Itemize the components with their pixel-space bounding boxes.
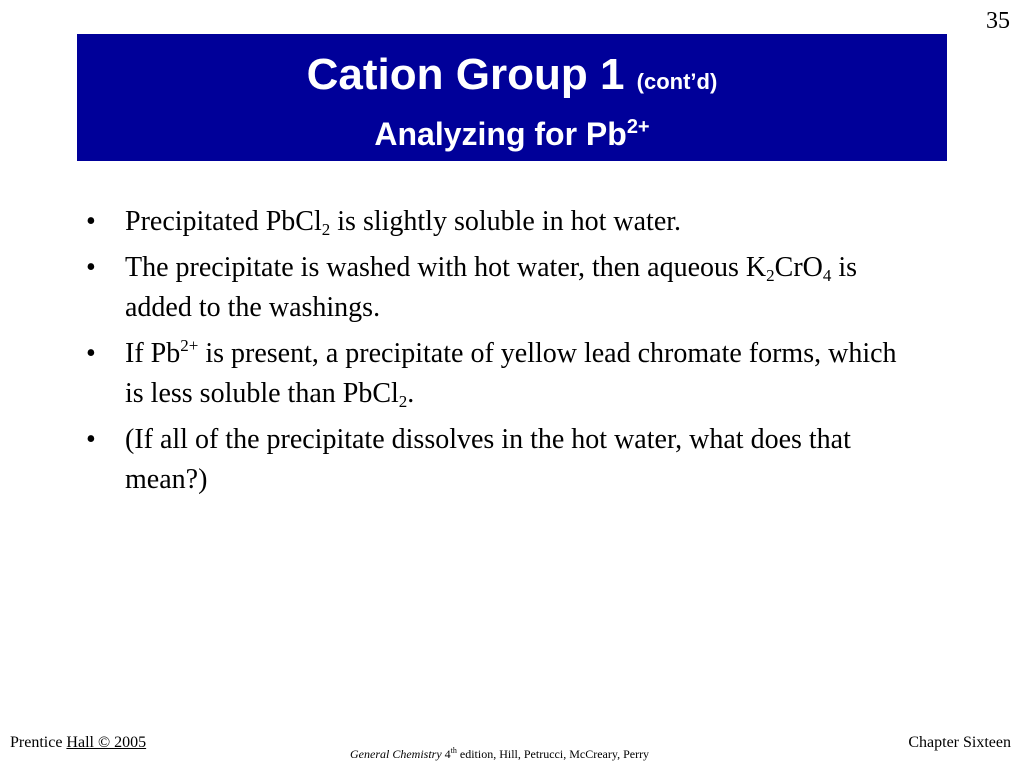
- bullet-text: CrO: [774, 252, 823, 283]
- superscript: 2+: [180, 336, 199, 355]
- footer-publisher: [10, 734, 146, 752]
- footer-book-citation: [350, 747, 649, 762]
- bullet-text: .: [407, 378, 415, 409]
- subtitle-text: Analyzing for Pb: [374, 116, 627, 152]
- edition-superscript: th: [450, 746, 457, 755]
- footer-chapter: Chapter Sixteen: [908, 734, 1011, 751]
- edition-authors: edition, Hill, Petrucci, McCreary, Perry: [456, 747, 650, 761]
- title-main: Cation Group 1: [306, 50, 625, 99]
- bullet-text: (If all of the precipitate dissolves in the hot water, what does that mean?): [125, 424, 851, 495]
- slide-subtitle: [77, 116, 947, 152]
- bullet-text: Precipitated PbCl: [125, 206, 322, 237]
- subtitle-superscript: 2+: [626, 116, 650, 138]
- subscript: 2: [766, 266, 775, 285]
- subscript: 2: [398, 392, 408, 411]
- bullet-point-icon: •: [86, 424, 96, 455]
- bullet-item: [84, 420, 904, 500]
- book-title: General Chemistry: [350, 747, 442, 761]
- title-contd: (cont’d): [636, 69, 718, 94]
- bullet-item: [84, 202, 904, 242]
- bullet-text: is added to the washings.: [125, 252, 858, 323]
- bullet-text: The precipitate is washed with hot water, then aqueous K: [125, 252, 767, 283]
- bullet-point-icon: •: [86, 206, 96, 237]
- title-banner: [77, 34, 947, 161]
- slide-title: [77, 50, 947, 107]
- bullet-list: [84, 202, 904, 506]
- page-number: 35: [986, 8, 1010, 34]
- bullet-text: is present, a precipitate of yellow lead chromate forms, which is less soluble than PbCl: [125, 338, 897, 409]
- bullet-text: If Pb: [125, 338, 181, 369]
- subscript: 2: [321, 220, 331, 239]
- edition-number: 4: [441, 747, 451, 761]
- publisher-name: Prentice: [10, 734, 67, 751]
- bullet-point-icon: •: [86, 338, 96, 369]
- bullet-item: [84, 334, 904, 414]
- bullet-text: is slightly soluble in hot water.: [330, 206, 682, 237]
- subscript: 4: [822, 266, 832, 285]
- bullet-point-icon: •: [86, 252, 96, 283]
- bullet-item: [84, 248, 904, 328]
- copyright-text: Hall © 2005: [66, 734, 147, 751]
